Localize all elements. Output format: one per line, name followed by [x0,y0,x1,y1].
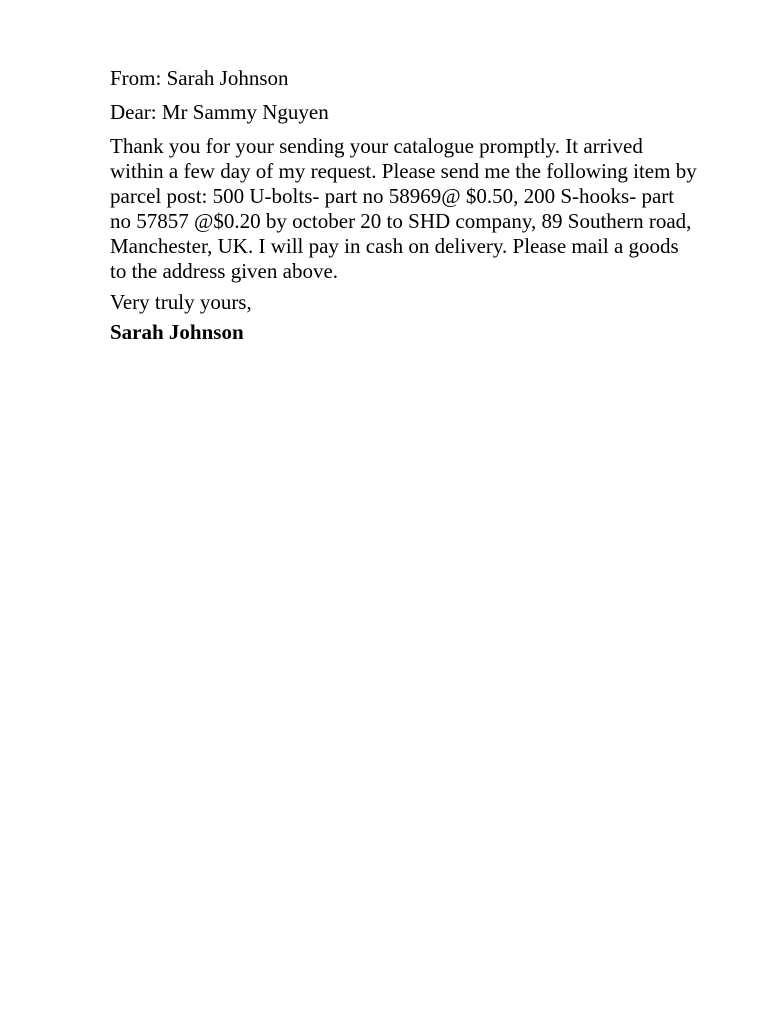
signature: Sarah Johnson [110,320,244,344]
salutation: Dear: Mr Sammy Nguyen [110,100,329,124]
from-line: From: Sarah Johnson [110,66,289,90]
letter-body: Thank you for your sending your catalogue promptly. It arrived within a few day of my request. Please send me the following item by parcel post: 500 U-bolts- part no 58969@ $0.50, 200 S-hooks- part no 57857 @$0.20 by october 20 to SHD company, 89 Southern road, Manchester, UK. I will pay in cash on delivery. Please mail a goods to the address given above. [110,134,697,283]
letter-document [110,66,700,345]
closing: Very truly yours, [110,290,252,314]
